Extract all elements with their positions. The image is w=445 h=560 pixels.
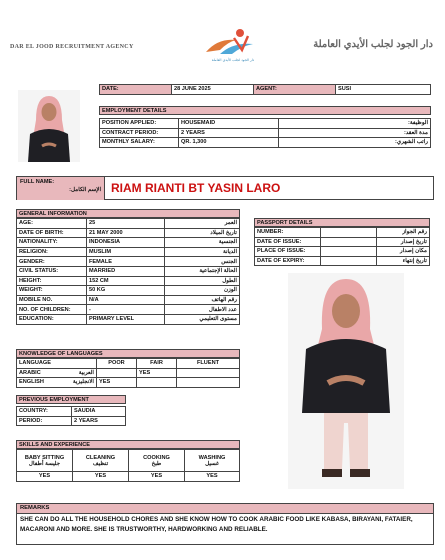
- lang-poor: [97, 368, 137, 378]
- general-ar: العمر: [165, 219, 240, 229]
- full-name-row: [16, 176, 434, 200]
- skill-washing: [185, 450, 240, 472]
- skill-baby-sitting: [17, 450, 73, 472]
- general-label: CIVIL STATUS:: [17, 266, 87, 276]
- lang-poor: YES: [97, 378, 137, 388]
- emp-value: QR. 1,300: [179, 138, 279, 148]
- full-name-label-en: FULL NAME:: [20, 179, 55, 185]
- general-info-row: [17, 314, 240, 324]
- lang-name: ENGLISH: [19, 379, 44, 386]
- general-ar: الديانة: [165, 247, 240, 257]
- passport-row: [255, 247, 430, 257]
- skill-cleaning: [73, 450, 129, 472]
- passport-label: DATE OF EXPIRY:: [255, 256, 321, 266]
- prev-value: 2 YEARS: [72, 416, 126, 426]
- skill-en: CLEANING: [85, 454, 116, 461]
- svg-text:دار الجود لجلب الأيدي العاملة: دار الجود لجلب الأيدي العاملة: [211, 58, 255, 62]
- lang-fluent: [177, 368, 240, 378]
- lang-fluent: [177, 378, 240, 388]
- full-name-value: RIAM RIANTI BT YASIN LARO: [111, 181, 281, 195]
- passport-value: [321, 237, 377, 247]
- general-label: NO. OF CHILDREN:: [17, 305, 87, 315]
- passport-row: [255, 256, 430, 266]
- date-label: DATE:: [100, 85, 172, 95]
- employment-title: EMPLOYMENT DETAILS: [99, 106, 431, 115]
- remarks-box: [16, 503, 434, 545]
- languages-title: KNOWLEDGE OF LANGUAGES: [16, 349, 240, 358]
- passport-ar: تاريخ إنتهاء: [377, 256, 430, 266]
- lang-row-arabic: [17, 368, 97, 378]
- emp-label: CONTRACT PERIOD:: [100, 128, 179, 138]
- general-label: NATIONALITY:: [17, 238, 87, 248]
- general-ar: تاريخ الميلاد: [165, 228, 240, 238]
- emp-label: MONTHLY SALARY:: [100, 138, 179, 148]
- passport-value: [321, 256, 377, 266]
- skills-table: [16, 449, 240, 482]
- passport-label: NUMBER:: [255, 228, 321, 238]
- general-info-row: [17, 238, 240, 248]
- general-value: FEMALE: [87, 257, 165, 267]
- passport-value: [321, 228, 377, 238]
- skill-en: BABY SITTING: [24, 454, 65, 461]
- general-label: AGE:: [17, 219, 87, 229]
- passport-table: [254, 227, 430, 266]
- general-info-row: [17, 257, 240, 267]
- general-info-row: [17, 286, 240, 296]
- lang-name: ARABIC: [19, 369, 41, 376]
- skill-ar: جليسة أطفال: [28, 460, 61, 467]
- general-ar: عدد الاطفال: [165, 305, 240, 315]
- full-name-label-box: [17, 177, 105, 200]
- skill-ar: تنظيف: [92, 460, 109, 467]
- lang-name-ar: الانجليزية: [72, 379, 94, 386]
- general-ar: الوزن: [165, 286, 240, 296]
- lang-header: FAIR: [137, 359, 177, 369]
- general-value: MUSLIM: [87, 247, 165, 257]
- lang-name-ar: العربية: [78, 369, 94, 376]
- passport-row: [255, 237, 430, 247]
- agency-name-ar: دار الجود لجلب الأيدي العاملة: [313, 39, 433, 50]
- general-label: GENDER:: [17, 257, 87, 267]
- emp-value: HOUSEMAID: [179, 119, 279, 129]
- lang-fair: [137, 378, 177, 388]
- emp-ar: الوظيفة:: [279, 119, 431, 129]
- prev-label: PERIOD:: [17, 416, 72, 426]
- general-value: PRIMARY LEVEL: [87, 314, 165, 324]
- lang-header: FLUENT: [177, 359, 240, 369]
- general-label: HEIGHT:: [17, 276, 87, 286]
- general-info-row: [17, 228, 240, 238]
- agent-value: SUSI: [336, 85, 431, 95]
- previous-employment-table: [16, 406, 126, 426]
- general-info-row: [17, 247, 240, 257]
- skill-ar: طبخ: [151, 460, 162, 467]
- skill-value: YES: [73, 472, 129, 482]
- general-value: INDONESIA: [87, 238, 165, 248]
- general-value: 25: [87, 219, 165, 229]
- general-value: -: [87, 305, 165, 315]
- general-ar: مستوى التعليمي: [165, 314, 240, 324]
- lang-header: POOR: [97, 359, 137, 369]
- general-value: N/A: [87, 295, 165, 305]
- skill-value: YES: [185, 472, 240, 482]
- skill-ar: غسيل: [205, 460, 219, 467]
- lang-header: LANGUAGE: [17, 359, 97, 369]
- passport-ar: رقم الجواز: [377, 228, 430, 238]
- general-value: MARRIED: [87, 266, 165, 276]
- general-ar: الحالة الإجتماعية: [165, 266, 240, 276]
- emp-value: 2 YEARS: [179, 128, 279, 138]
- general-ar: رقم الهاتف: [165, 295, 240, 305]
- emp-ar: راتب الشهري:: [279, 138, 431, 148]
- skill-en: COOKING: [143, 454, 170, 461]
- prev-label: COUNTRY:: [17, 407, 72, 417]
- general-value: 50 KG: [87, 286, 165, 296]
- general-info-row: [17, 305, 240, 315]
- passport-ar: مكان إصدار: [377, 247, 430, 257]
- employment-table: [99, 118, 431, 148]
- skills-title: SKILLS AND EXPERIENCE: [16, 440, 240, 449]
- skill-cooking: [129, 450, 185, 472]
- previous-employment-title: PREVIOUS EMPLOYMENT: [16, 395, 126, 404]
- remarks-title: REMARKS: [17, 504, 433, 514]
- skill-value: YES: [17, 472, 73, 482]
- general-label: DATE OF BIRTH:: [17, 228, 87, 238]
- general-value: 21 MAY 2000: [87, 228, 165, 238]
- general-ar: الجنس: [165, 257, 240, 267]
- passport-row: [255, 228, 430, 238]
- date-value: 28 JUNE 2025: [172, 85, 254, 95]
- general-label: EDUCATION:: [17, 314, 87, 324]
- lang-row-english: [17, 378, 97, 388]
- general-value: 152 CM: [87, 276, 165, 286]
- general-label: WEIGHT:: [17, 286, 87, 296]
- passport-value: [321, 247, 377, 257]
- passport-label: DATE OF ISSUE:: [255, 237, 321, 247]
- passport-ar: تاريخ إصدار: [377, 237, 430, 247]
- lang-fair: YES: [137, 368, 177, 378]
- full-body-photo: [288, 273, 404, 489]
- remarks-text: SHE CAN DO ALL THE HOUSEHOLD CHORES AND SHE KNOW HOW TO COOK ARABIC FOOD LIKE KABASA, BIRAYANI, FATAIER, MACARONI AND MORE. SHE IS TRUSTWORTHY, HARDWORKING AND RELIABLE.: [20, 516, 413, 533]
- passport-label: PLACE OF ISSUE:: [255, 247, 321, 257]
- portrait-photo-small: [18, 90, 80, 162]
- emp-ar: مدة العقد:: [279, 128, 431, 138]
- skill-value: YES: [129, 472, 185, 482]
- agency-logo: [198, 20, 268, 64]
- emp-label: POSITION APPLIED:: [100, 119, 179, 129]
- general-info-row: [17, 276, 240, 286]
- general-ar: الطول: [165, 276, 240, 286]
- passport-title: PASSPORT DETAILS: [254, 218, 430, 227]
- agent-label: AGENT:: [254, 85, 336, 95]
- full-name-label-ar: الإسم الكامل:: [69, 187, 101, 193]
- general-ar: الجنسية: [165, 238, 240, 248]
- languages-table: [16, 358, 240, 388]
- date-agent-table: [99, 84, 431, 95]
- general-info-row: [17, 295, 240, 305]
- prev-value: SAUDIA: [72, 407, 126, 417]
- general-info-row: [17, 266, 240, 276]
- general-info-row: [17, 219, 240, 229]
- skill-en: WASHING: [198, 454, 226, 461]
- general-label: MOBILE NO.: [17, 295, 87, 305]
- agency-name-en: DAR EL JOOD RECRUITMENT AGENCY: [10, 44, 134, 50]
- general-info-table: [16, 218, 240, 325]
- general-info-title: GENERAL INFORMATION: [16, 209, 240, 218]
- general-label: RELIGION:: [17, 247, 87, 257]
